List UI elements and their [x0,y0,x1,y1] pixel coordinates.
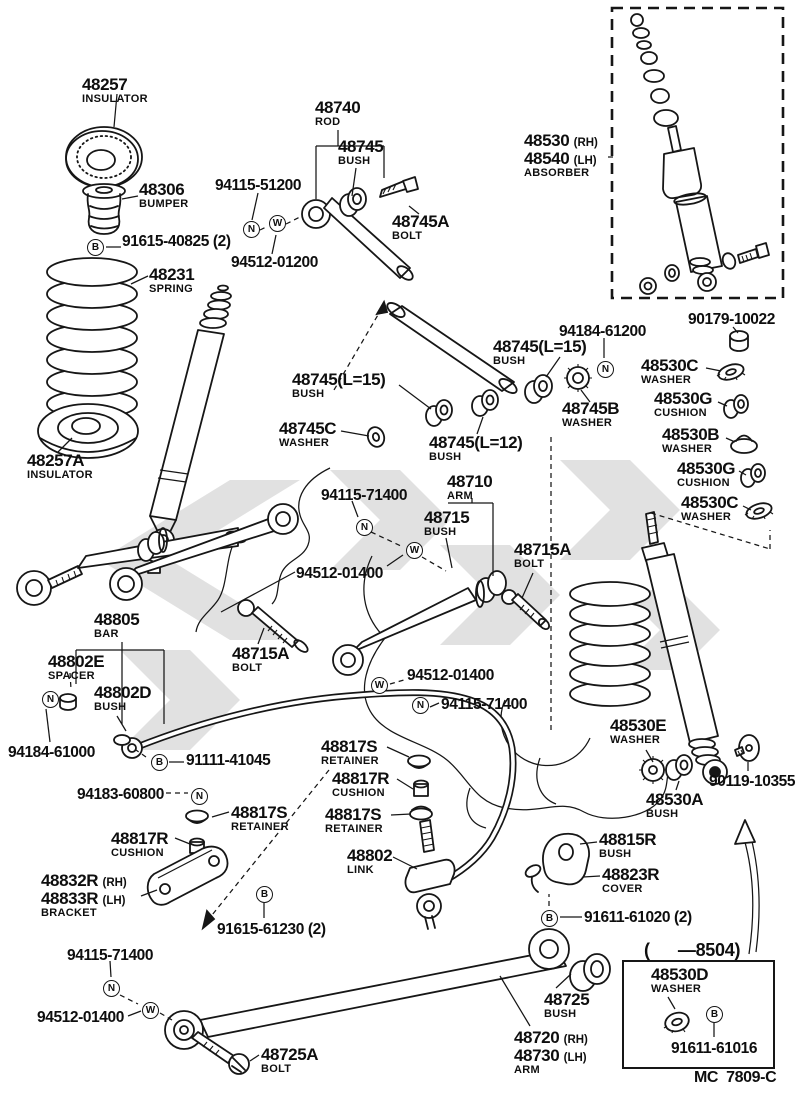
callout-bolt-icon: B [541,910,558,927]
washer-48530b [731,436,757,454]
label-cushion-48530g-1: 48530G CUSHION [654,389,713,419]
label-insulator-48257: 48257 INSULATOR [82,75,148,105]
label-arm-48710: 48710 ARM [447,472,493,502]
label-bush-48745-l12: 48745(L=12) BUSH [429,433,523,463]
bush-48530a [666,755,692,780]
label-spacer-48802e: 48802E SPACER [48,652,105,682]
bumper-48306 [83,184,125,234]
coil-spring-right [570,582,650,706]
cushion-48530g-1 [724,395,748,418]
part-number-91611-61020: 91611-61020 (2) [584,909,692,926]
label-bush-48530a: 48530A BUSH [646,790,704,820]
label-washer-48530d: 48530D WASHER [651,965,709,995]
part-number-94512-01400-center: 94512-01400 [407,667,494,684]
absorber-kit-box [612,8,783,298]
label-bolt-48715a-left: 48715A BOLT [232,644,290,674]
retainer-cushion-left [186,811,208,854]
label-bolt-48725a: 48725A BOLT [261,1045,319,1075]
page-code: MC 7809-C [694,1069,777,1086]
coil-spring-48231 [47,258,137,418]
label-bolt-48745a: 48745A BOLT [392,212,450,242]
callout-nut-icon: N [191,788,208,805]
washer-48530c-1 [716,361,745,382]
label-link-48802: 48802 LINK [347,846,393,876]
part-number-94183-60800: 94183-60800 [77,786,164,803]
callout-nut-icon: N [103,980,120,997]
cushion-48530g-2 [741,464,765,487]
part-number-91111-41045: 91111-41045 [186,752,271,769]
stabilizer-link-48802 [405,756,454,930]
label-arm-48720-48730: 48720 (RH) 48730 (LH) ARM [514,1028,588,1076]
part-number-94512-01200: 94512-01200 [231,254,318,271]
label-bush-48815r: 48815R BUSH [599,830,657,860]
lateral-rod-middle [365,300,592,449]
insulator-48257a [38,404,138,458]
label-bolt-48715a-right: 48715A BOLT [514,540,572,570]
label-bush-48745-l15-right: 48745(L=15) BUSH [493,337,587,367]
part-number-90119-10355: 90119-10355 [709,773,796,790]
callout-washer-icon: W [371,677,388,694]
label-cushion-48817r-2: 48817R CUSHION [332,769,390,799]
label-washer-48530c-1: 48530C WASHER [641,356,699,386]
callout-nut-icon: N [597,361,614,378]
nut-90179 [730,331,748,351]
part-number-94115-71400-bottom: 94115-71400 [67,947,154,964]
part-number-90179-10022: 90179-10022 [688,311,775,328]
plate-90119 [735,735,759,761]
part-number-94115-71400-mid: 94115-71400 [321,487,408,504]
callout-washer-icon: W [269,215,286,232]
callout-washer-icon: W [406,542,423,559]
callout-bolt-icon: B [706,1006,723,1023]
part-number-94512-01400-bottom: 94512-01400 [37,1009,124,1026]
label-washer-48530c-2: 48530C WASHER [681,493,739,523]
part-number-91615-61230: 91615-61230 (2) [217,921,326,938]
label-cushion-48530g-2: 48530G CUSHION [677,459,736,489]
application-range-note: ( —8504) [644,940,741,960]
label-washer-48745b: 48745B WASHER [562,399,620,429]
bolt-48725a [192,1032,249,1074]
label-bumper-48306: 48306 BUMPER [139,180,189,210]
label-retainer-48817s-3: 48817S RETAINER [325,805,383,835]
direction-arrow [735,820,759,954]
label-bush-48745-l15-left: 48745(L=15) BUSH [292,370,386,400]
part-number-94184-61200: 94184-61200 [559,323,646,340]
callout-nut-icon: N [412,697,429,714]
label-cover-48823r: 48823R COVER [602,865,660,895]
callout-bolt-icon: B [87,239,104,256]
part-number-94184-61000: 94184-61000 [8,744,95,761]
washer-48530c-2 [744,500,773,521]
part-number-91611-61016: 91611-61016 [671,1040,758,1057]
label-bush-48725: 48725 BUSH [544,990,590,1020]
label-retainer-48817s-1: 48817S RETAINER [231,803,289,833]
part-number-91615-40825: 91615-40825 (2) [122,233,231,250]
label-washer-48530b: 48530B WASHER [662,425,720,455]
callout-bolt-icon: B [151,754,168,771]
clamp-48815r [524,834,589,892]
label-rod-48740: 48740 ROD [315,98,361,128]
insulator-48257 [66,127,142,187]
label-bar-48805: 48805 BAR [94,610,140,640]
part-number-94115-71400-center: 94115-71400 [441,696,528,713]
label-bush-48802d: 48802D BUSH [94,683,152,713]
callout-nut-icon: N [243,221,260,238]
label-spring-48231: 48231 SPRING [149,265,195,295]
callout-bolt-icon: B [256,886,273,903]
washer-48530e [639,756,667,784]
label-bush-48745: 48745 BUSH [338,137,384,167]
label-absorber-48530-48540: 48530 (RH) 48540 (LH) ABSORBER [524,131,598,179]
callout-nut-icon: N [42,691,59,708]
label-bush-48715: 48715 BUSH [424,508,470,538]
part-number-94115-51200: 94115-51200 [215,177,302,194]
label-cushion-48817r-1: 48817R CUSHION [111,829,169,859]
callout-washer-icon: W [142,1002,159,1019]
part-number-94512-01400-mid: 94512-01400 [296,565,383,582]
callout-nut-icon: N [356,519,373,536]
label-washer-48745c: 48745C WASHER [279,419,337,449]
label-bracket-48832-48833: 48832R (RH) 48833R (LH) BRACKET [41,871,127,919]
label-retainer-48817s-2: 48817S RETAINER [321,737,379,767]
label-insulator-48257a: 48257A INSULATOR [27,451,93,481]
label-washer-48530e: 48530E WASHER [610,716,667,746]
